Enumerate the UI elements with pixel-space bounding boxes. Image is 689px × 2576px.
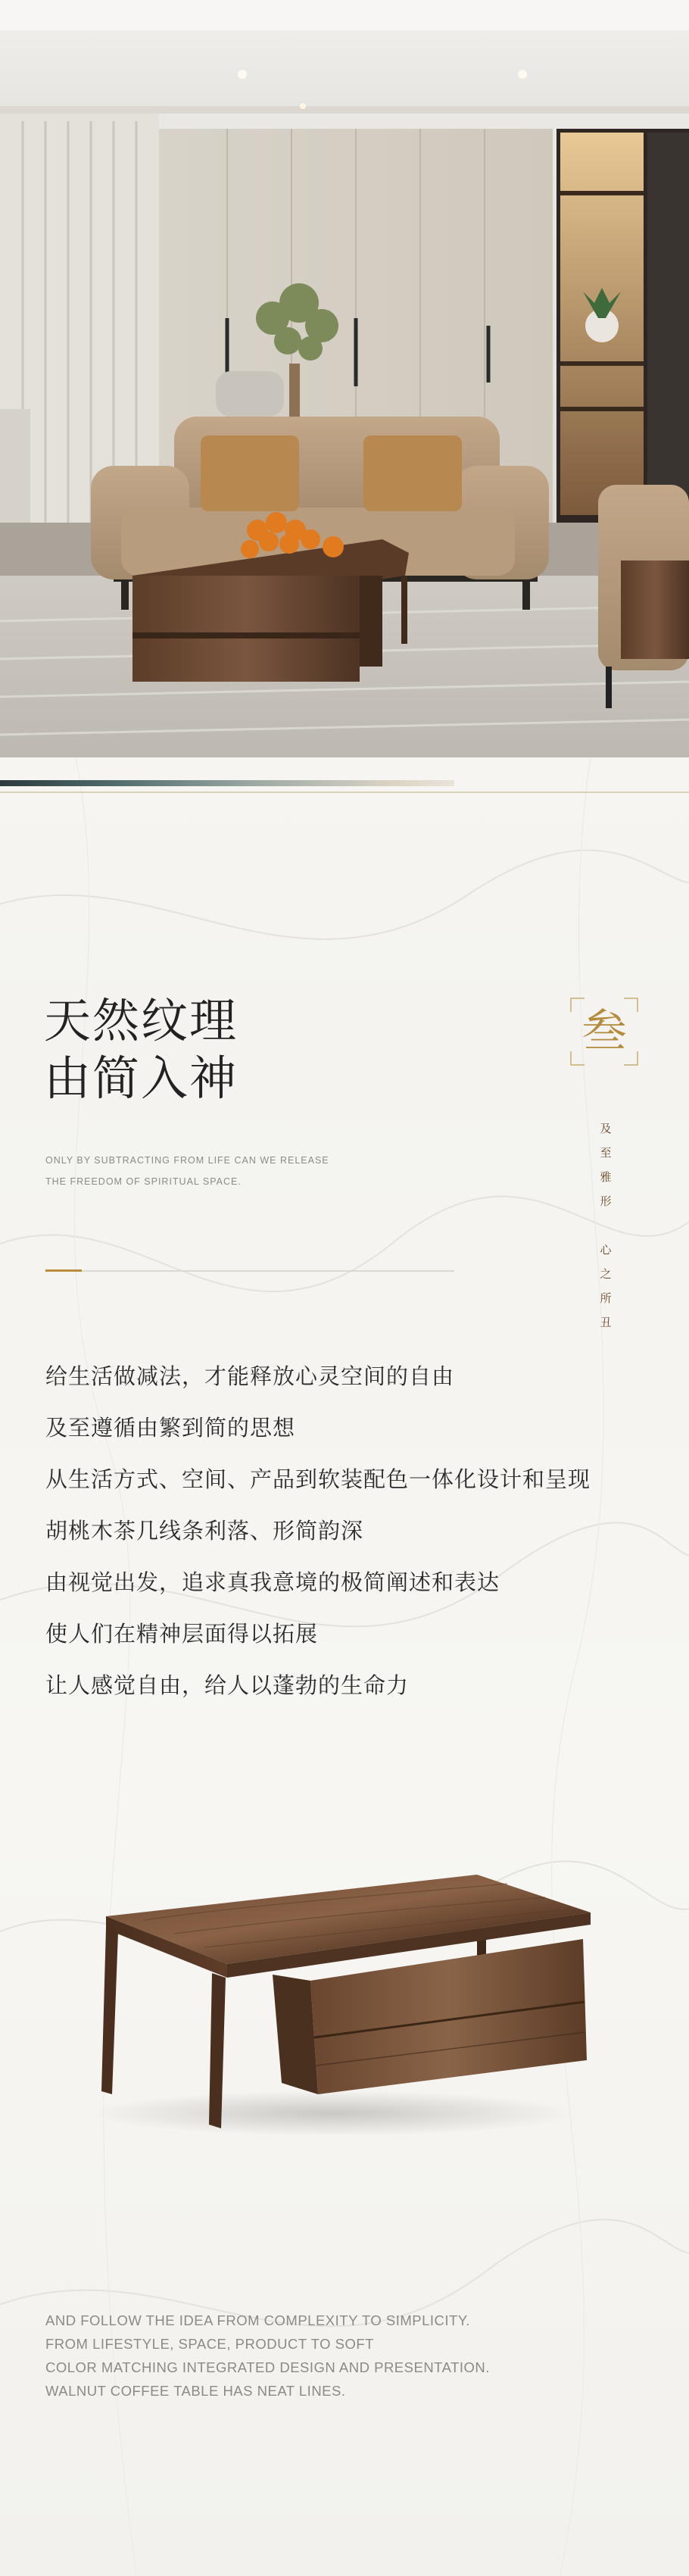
vertical-char: 至 [600,1146,612,1160]
living-room-illustration [0,0,689,757]
description-line: 由视觉出发，追求真我意境的极简阐述和表达 [45,1569,500,1595]
subtitle-english [45,1150,329,1192]
vertical-char: 丑 [600,1316,612,1329]
description-paragraph [45,1350,591,1711]
vertical-char-gap [596,1213,616,1238]
description-line: 及至遵循由繁到简的思想 [45,1415,296,1441]
footer-line: COLOR MATCHING INTEGRATED DESIGN AND PRESENTATION. [45,2359,490,2375]
vertical-char: 心 [600,1243,612,1257]
seal-character: 叁 [581,1005,627,1058]
seal-frame-icon [569,997,639,1066]
accent-stripe [0,780,454,786]
section-heading [44,992,238,1107]
section-divider [45,1270,454,1272]
living-room-photo [0,0,689,757]
divider-accent [45,1269,82,1272]
subtitle-line-2: THE FREEDOM OF SPIRITUAL SPACE. [45,1176,242,1187]
subtitle-line-1: ONLY BY SUBTRACTING FROM LIFE CAN WE RELEASE [45,1155,329,1166]
walnut-coffee-table-photo [83,1867,606,2140]
description-line: 胡桃木茶几线条利落、形简韵深 [45,1518,364,1544]
description-line: 使人们在精神层面得以拓展 [45,1621,319,1647]
footer-line: AND FOLLOW THE IDEA FROM COMPLEXITY TO SIMPLICITY. [45,2312,470,2328]
footer-english [45,2309,490,2403]
vertical-char: 所 [600,1291,612,1305]
description-line: 让人感觉自由，给人以蓬勃的生命力 [45,1672,410,1698]
vertical-char: 之 [600,1267,612,1281]
vertical-char: 形 [600,1194,612,1208]
accent-hairline [0,792,689,793]
heading-line-1: 天然纹理 [44,993,238,1048]
vertical-motto [596,1116,616,1335]
vertical-char: 及 [600,1122,612,1135]
footer-line: WALNUT COFFEE TABLE HAS NEAT LINES. [45,2383,346,2399]
description-line: 从生活方式、空间、产品到软装配色一体化设计和呈现 [45,1466,591,1492]
heading-line-2: 由简入神 [44,1051,238,1106]
footer-line: FROM LIFESTYLE, SPACE, PRODUCT TO SOFT [45,2336,374,2352]
description-line: 给生活做减法，才能释放心灵空间的自由 [45,1363,455,1389]
vertical-char: 雅 [600,1170,612,1184]
